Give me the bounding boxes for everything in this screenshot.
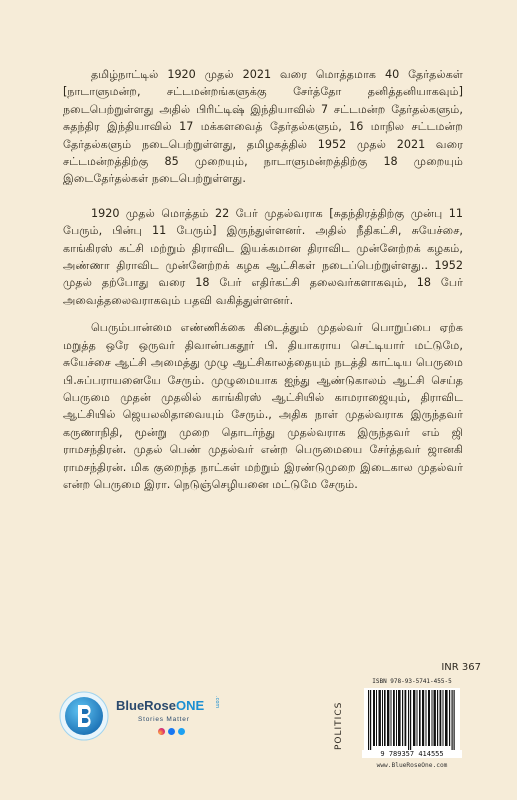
publisher-tld: .com: [214, 696, 220, 709]
barcode-icon: [364, 688, 460, 750]
isbn-number: ISBN 978-93-5741-455-5: [372, 678, 452, 685]
facebook-icon: [168, 728, 175, 735]
publisher-logo: [58, 688, 248, 744]
twitter-icon: [178, 728, 185, 735]
publisher-name-accent: ONE: [175, 698, 205, 713]
category-label: POLITICS: [334, 701, 344, 750]
blurb-paragraph-3: பெரும்பான்மை எண்ணிக்கை கிடைத்தும் முதல்வர் பொறுப்பை ஏற்க மறுத்த ஒரே ஒருவர் திவான்பகதூர் பி. தியாகராய செட்டியார் மட்டுமே, சுயேச்சை ஆட்சி அமைத்து முழு ஆட்சிகாலத்தையும் நடத்தி காட்டிய பெருமை பி.சுப்பராயனையே சேரும். முழுமையாக ஐந்து ஆண்டுகாலம் ஆட்சி செய்த பெருமை முதன் முதலில் காங்கிரஸ் ஆட்சியில் காமராஜையும், திராவிட ஆட்சியில் ஜெயலலிதாவையும் சேரும்., அதிக நாள் முதல்வராக இருந்தவர் கருணாநிதி, மூன்று முறை தொடர்ந்து முதல்வராக இருந்தவர் எம் ஜி ராமசந்திரன். முதல் பெண் முதல்வர் என்ற பெருமையை சேர்த்தவர் ஜானகி ராமசந்திரன். மிக குறைந்த நாட்கள் மற்றும் இரண்டுமுறை இடைகால முதல்வர் என்ற பெருமை இரா. நெடுஞ்செழியனை மட்டுமே சேரும்.: [63, 321, 463, 491]
blurb-paragraph-1: தமிழ்நாட்டில் 1920 முதல் 2021 வரை மொத்தமாக 40 தேர்தல்கள் [நாடாளுமன்ற, சட்டமன்றங்களுக்கு சேர்த்தோ தனித்தனியாகவும்] நடைபெற்றுள்ளது அதில் பிரிட்டிஷ் இந்தியாவில் 7 சட்டமன்ற தேர்தல்களும், சுதந்திர இந்தியாவில் 17 மக்களவைத் தேர்தல்களும், 16 மாநில சட்டமன்ற தேர்தல்களும் நடைபெற்றுள்ளது, தமிழகத்தில் 1952 முதல் 2021 வரை சட்டமன்றத்திற்கு 85 முறையும், நாடாளுமன்றத்திற்கு 18 முறையும் இடைதேர்தல்கள் நடைபெற்றுள்ளது.: [63, 68, 463, 186]
publisher-tagline: Stories Matter: [138, 716, 190, 723]
social-icons: [158, 728, 185, 735]
blurb: [63, 66, 463, 493]
blurb-paragraph-2: 1920 முதல் மொத்தம் 22 பேர் முதல்வராக [சுதந்திரத்திற்கு முன்பு 11 பேரும், பின்பு 11 பேரும்] இருந்துள்ளனர். அதில் நீதிகட்சி, சுயேச்சை, காங்கிரஸ் கட்சி மற்றும் திராவிட இயக்கமான திராவிட முன்னேற்றக் கழகம், அண்ணா திராவிட முன்னேற்றக் கழக ஆட்சிகள் நடைப்பெற்றுள்ளது.. 1952 முதல் தற்போது வரை 18 பேர் எதிர்கட்சி தலைவர்களாகவும், 18 பேர் அவைத்தலைவராகவும் பதவி வகித்துள்ளனர்.: [63, 206, 463, 307]
price-label: INR 367: [441, 662, 481, 673]
isbn-digits: 9 789357 414555: [362, 750, 462, 758]
isbn-barcode: [362, 678, 462, 772]
publisher-website: www.BlueRoseOne.com: [376, 762, 448, 769]
publisher-name-main: BlueRose: [116, 698, 176, 713]
publisher-name: [116, 698, 204, 713]
instagram-icon: [158, 728, 165, 735]
bluerose-logo-icon: [58, 690, 110, 742]
